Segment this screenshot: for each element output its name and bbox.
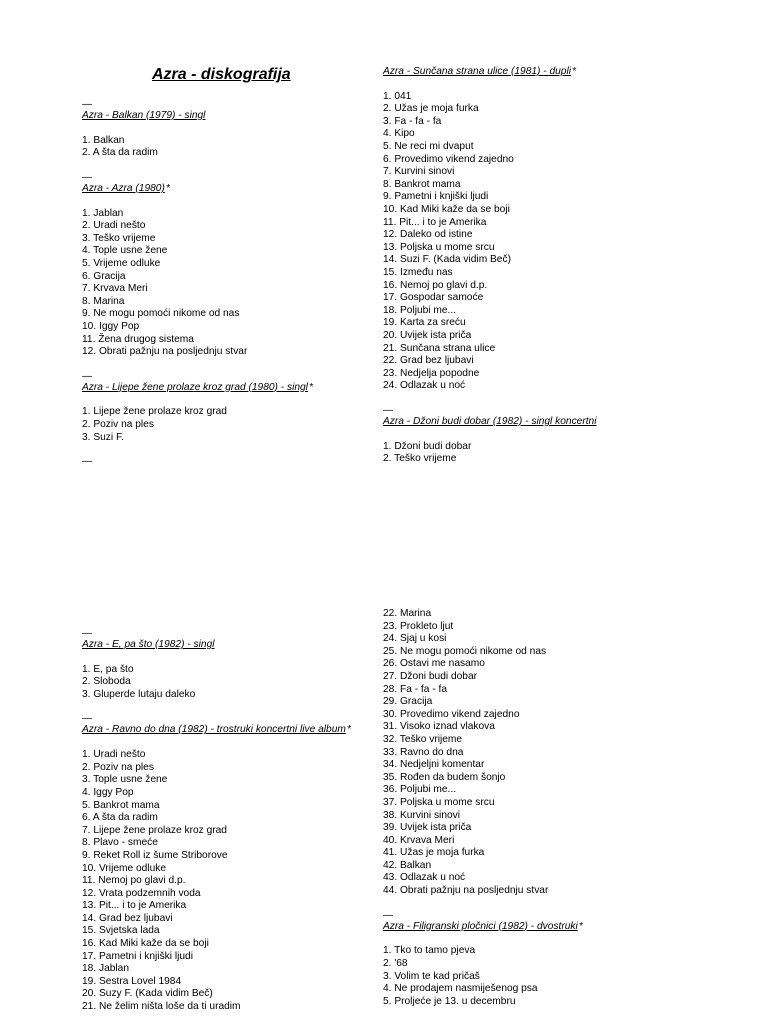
track-item: 5. Proljeće je 13. u decembru: [383, 995, 516, 1007]
track-item: 6. A šta da radim: [82, 812, 158, 824]
track-item: 4. Tople usne žene: [82, 245, 168, 257]
track-item: 33. Ravno do dna: [383, 746, 464, 758]
track-item: 31. Visoko iznad vlakova: [383, 721, 495, 733]
track-item: 6. Gracija: [82, 270, 126, 282]
separator-dash: —: [383, 909, 393, 921]
asterisk-mark: *: [308, 381, 313, 393]
track-item: 13. Pit... i to je Amerika: [82, 900, 187, 912]
track-item: 3. Tople usne žene: [82, 774, 168, 786]
right-column-top: [383, 66, 683, 466]
release-title: Azra - Ravno do dna (1982) - trostruki koncertni live album: [82, 724, 346, 736]
track-item: 16. Kad Miki kaže da se boji: [82, 938, 209, 950]
track-list: [82, 406, 382, 444]
track-item: 27. Džoni budi dobar: [383, 670, 478, 682]
right-column-bottom: [383, 608, 683, 1008]
track-item: 17. Gospodar samoće: [383, 292, 484, 304]
release-heading: [82, 639, 382, 652]
track-item: 8. Plavo - smeće: [82, 837, 158, 849]
separator-dash: —: [383, 404, 393, 416]
release-title: Azra - Sunčana strana ulice (1981) - dupli: [383, 66, 572, 77]
track-item: 6. Provedimo vikend zajedno: [383, 153, 514, 165]
track-item: 11. Nemoj po glavi d.p.: [82, 875, 186, 887]
track-item: 4. Kipo: [383, 128, 415, 140]
track-list: [82, 664, 382, 702]
separator-dash: —: [82, 99, 92, 110]
track-list: [383, 608, 683, 898]
separator-dash: —: [82, 171, 92, 183]
track-list: [82, 135, 382, 160]
track-item: 9. Reket Roll iz šume Striborove: [82, 849, 228, 861]
track-item: 7. Krvava Meri: [82, 283, 148, 295]
track-item: 39. Uvijek ista priča: [383, 822, 472, 834]
track-item: 20. Uvijek ista priča: [383, 329, 472, 341]
track-item: 2. Teško vrijeme: [383, 453, 457, 465]
track-item: 1. 041: [383, 90, 412, 102]
release-title: Azra - Lijepe žene prolaze kroz grad (1980) - singl: [82, 381, 308, 393]
track-list: [82, 749, 382, 1013]
track-item: 30. Provedimo vikend zajedno: [383, 708, 520, 720]
track-item: 5. Ne reci mi dvaput: [383, 141, 474, 153]
track-item: 19. Sestra Lovel 1984: [82, 975, 182, 987]
release-title: Azra - E, pa što (1982) - singl: [82, 639, 215, 650]
track-item: 8. Marina: [82, 295, 125, 307]
track-item: 3. Volim te kad pričaš: [383, 970, 480, 982]
track-item: 3. Teško vrijeme: [82, 232, 156, 244]
release-heading: [82, 110, 382, 123]
separator-dash: —: [82, 370, 92, 382]
track-item: 13. Poljska u mome srcu: [383, 241, 495, 253]
track-item: 7. Lijepe žene prolaze kroz grad: [82, 824, 227, 836]
release-title: Azra - Azra (1980): [82, 182, 165, 194]
separator-dash: —: [82, 628, 92, 639]
track-item: 36. Poljubi me...: [383, 784, 457, 796]
track-item: 3. Suzi F.: [82, 431, 124, 443]
track-item: 42. Balkan: [383, 859, 432, 871]
track-item: 2. Poziv na ples: [82, 761, 154, 773]
track-item: 44. Obrati pažnju na posljednju stvar: [383, 885, 549, 897]
track-list: [383, 91, 683, 393]
track-item: 4. Ne prodajem nasmiješenog psa: [383, 983, 538, 995]
track-item: 41. Užas je moja furka: [383, 847, 485, 859]
separator-dash: —: [82, 456, 92, 468]
track-item: 1. E, pa što: [82, 663, 134, 675]
track-item: 12. Obrati pažnju na posljednju stvar: [82, 346, 248, 358]
track-item: 22. Grad bez ljubavi: [383, 355, 474, 367]
track-item: 35. Rođen da budem šonjo: [383, 771, 506, 783]
track-item: 2. Uradi nešto: [82, 220, 146, 232]
release-title: Azra - Balkan (1979) - singl: [82, 110, 206, 121]
track-item: 3. Gluperde lutaju daleko: [82, 688, 196, 700]
track-item: 18. Jablan: [82, 963, 130, 975]
track-item: 25. Ne mogu pomoći nikome od nas: [383, 645, 547, 657]
track-list: [82, 208, 382, 359]
track-item: 1. Jablan: [82, 207, 124, 219]
track-item: 15. Između nas: [383, 267, 453, 278]
track-item: 21. Ne želim ništa loše da ti uradim: [82, 1001, 241, 1013]
track-item: 11. Žena drugog sistema: [82, 333, 194, 345]
release-heading: [383, 416, 683, 429]
track-item: 9. Pametni i knjiški ljudi: [383, 191, 489, 203]
track-item: 10. Kad Miki kaže da se boji: [383, 204, 510, 216]
track-item: 34. Nedjeljni komentar: [383, 759, 485, 771]
track-item: 37. Poljska u mome srcu: [383, 796, 495, 808]
track-item: 4. Iggy Pop: [82, 786, 134, 798]
track-item: 26. Ostavi me nasamo: [383, 658, 485, 670]
release-heading: [383, 66, 683, 79]
release-heading: [82, 382, 382, 395]
separator-dash: —: [82, 713, 92, 725]
track-item: 40. Krvava Meri: [383, 834, 455, 846]
release-heading: [82, 724, 382, 737]
track-item: 1. Balkan: [82, 134, 125, 146]
track-item: 7. Kurvini sinovi: [383, 166, 455, 178]
track-item: 5. Vrijeme odluke: [82, 257, 161, 269]
asterisk-mark: *: [572, 66, 576, 77]
track-item: 43. Odlazak u noć: [383, 872, 466, 884]
track-list: [383, 945, 683, 1008]
left-column-bottom: [82, 630, 382, 1014]
track-item: 14. Grad bez ljubavi: [82, 912, 173, 924]
track-item: 5. Bankrot mama: [82, 799, 160, 811]
track-item: 28. Fa - fa - fa: [383, 683, 447, 695]
track-item: 8. Bankrot mama: [383, 178, 461, 190]
track-item: 32. Teško vrijeme: [383, 733, 463, 745]
track-item: 3. Fa - fa - fa: [383, 115, 442, 127]
track-item: 2. Užas je moja furka: [383, 103, 479, 115]
track-item: 1. Tko to tamo pjeva: [383, 945, 476, 957]
track-item: 9. Ne mogu pomoći nikome od nas: [82, 308, 240, 320]
release-heading: [82, 183, 382, 196]
track-item: 23. Prokleto ljut: [383, 620, 454, 632]
track-item: 12. Vrata podzemnih voda: [82, 887, 201, 899]
track-item: 15. Svjetska lada: [82, 925, 160, 937]
track-item: 2. Sloboda: [82, 676, 131, 688]
track-item: 1. Lijepe žene prolaze kroz grad: [82, 406, 227, 418]
track-item: 24. Sjaj u kosi: [383, 633, 447, 645]
track-item: 14. Suzi F. (Kada vidim Beč): [383, 254, 511, 266]
track-item: 24. Odlazak u noć: [383, 380, 466, 392]
track-item: 11. Pit... i to je Amerika: [383, 216, 487, 228]
asterisk-mark: *: [346, 724, 351, 736]
track-item: 2. Poziv na ples: [82, 418, 154, 430]
track-item: 22. Marina: [383, 608, 432, 619]
track-item: 18. Poljubi me...: [383, 304, 457, 316]
release-title: Azra - Filigranski pločnici (1982) - dvostruki: [383, 920, 578, 932]
track-item: 10. Vrijeme odluke: [82, 862, 166, 874]
track-item: 12. Daleko od istine: [383, 229, 473, 241]
track-item: 1. Džoni budi dobar: [383, 440, 472, 452]
release-heading: [383, 921, 683, 934]
track-item: 29. Gracija: [383, 696, 433, 708]
document-title: Azra - diskografija: [152, 66, 291, 83]
asterisk-mark: *: [578, 920, 583, 932]
track-item: 10. Iggy Pop: [82, 320, 140, 332]
asterisk-mark: *: [165, 182, 170, 194]
track-item: 38. Kurvini sinovi: [383, 809, 461, 821]
track-item: 21. Sunčana strana ulice: [383, 342, 496, 354]
track-item: 23. Nedjelja popodne: [383, 367, 480, 379]
track-item: 1. Uradi nešto: [82, 749, 146, 761]
left-column-top: [82, 101, 382, 467]
track-item: 16. Nemoj po glavi d.p.: [383, 279, 488, 291]
track-list: [383, 441, 683, 466]
release-title: Azra - Džoni budi dobar (1982) - singl koncertni: [383, 415, 597, 427]
track-item: 19. Karta za sreću: [383, 317, 466, 329]
track-item: 2. '68: [383, 957, 408, 969]
track-item: 17. Pametni i knjiški ljudi: [82, 950, 193, 962]
track-item: 20. Suzy F. (Kada vidim Beč): [82, 988, 213, 1000]
track-item: 2. A šta da radim: [82, 147, 158, 159]
